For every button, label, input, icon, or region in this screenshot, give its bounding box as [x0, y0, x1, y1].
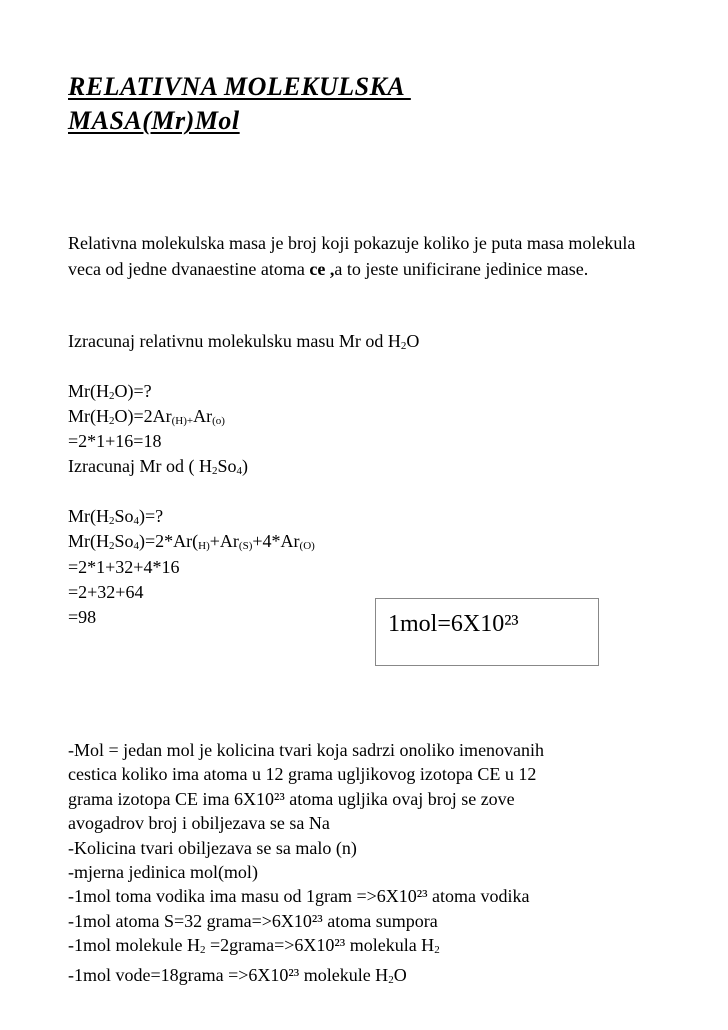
task-2-line: Izracunaj Mr od ( H2So4) — [68, 456, 248, 477]
mol-line: -1mol molekule H2 =2grama=>6X10²³ molekula H2 — [68, 935, 440, 957]
intro-bold-text: ce , — [309, 259, 335, 279]
calc-2-line-4: =2+32+64 — [68, 582, 144, 602]
calc-2-line-1: Mr(H2So4)=? — [68, 506, 164, 527]
calc-1-line-1: Mr(H2O)=? — [68, 381, 152, 402]
calc-2-line-3: =2*1+32+4*16 — [68, 557, 180, 577]
mol-line: -mjerna jedinica mol(mol) — [68, 862, 258, 883]
intro-text-2: a to jeste unificirane jedinice mase. — [334, 259, 589, 279]
avogadro-box — [375, 598, 599, 666]
mol-line: -1mol atoma S=32 grama=>6X10²³ atoma sumpora — [68, 910, 438, 931]
document-title — [68, 70, 411, 138]
intro-paragraph — [68, 230, 668, 282]
intro-text-1: Relativna molekulska masa je broj koji pokazuje koliko je puta masa molekula veca od jedne dvanaestine atoma — [68, 233, 636, 279]
calc-1-line-2: Mr(H2O)=2Ar(H)+Ar(o) — [68, 406, 225, 427]
mol-line: -1mol vode=18grama =>6X10²³ molekule H2O — [68, 964, 407, 986]
mol-section — [68, 738, 688, 992]
mol-line: -1mol toma vodika ima masu od 1gram =>6X10²³ atoma vodika — [68, 886, 530, 907]
avogadro-box-text: 1mol=6X10²³ — [388, 611, 519, 637]
mol-line: cestica koliko ima atoma u 12 grama ugljikovog izotopa CE u 12 — [68, 764, 537, 785]
mol-line: -Kolicina tvari obiljezava se sa malo (n) — [68, 837, 357, 858]
task-1-line: Izracunaj relativnu molekulsku masu Mr od H2O — [68, 331, 420, 352]
mol-line: -Mol = jedan mol je kolicina tvari koja sadrzi onoliko imenovanih — [68, 740, 545, 760]
calc-2-line-2: Mr(H2So4)=2*Ar(H)+Ar(S)+4*Ar(O) — [68, 531, 315, 552]
calc-1-line-3: =2*1+16=18 — [68, 431, 162, 451]
title-line-2: MASA(Mr)Mol — [68, 106, 240, 135]
mol-line: avogadrov broj i obiljezava se sa Na — [68, 813, 330, 834]
mol-line: grama izotopa CE ima 6X10²³ atoma ugljika ovaj broj se zove — [68, 788, 515, 809]
calc-2-line-5: =98 — [68, 607, 97, 627]
title-line-1: RELATIVNA MOLEKULSKA — [68, 72, 411, 101]
